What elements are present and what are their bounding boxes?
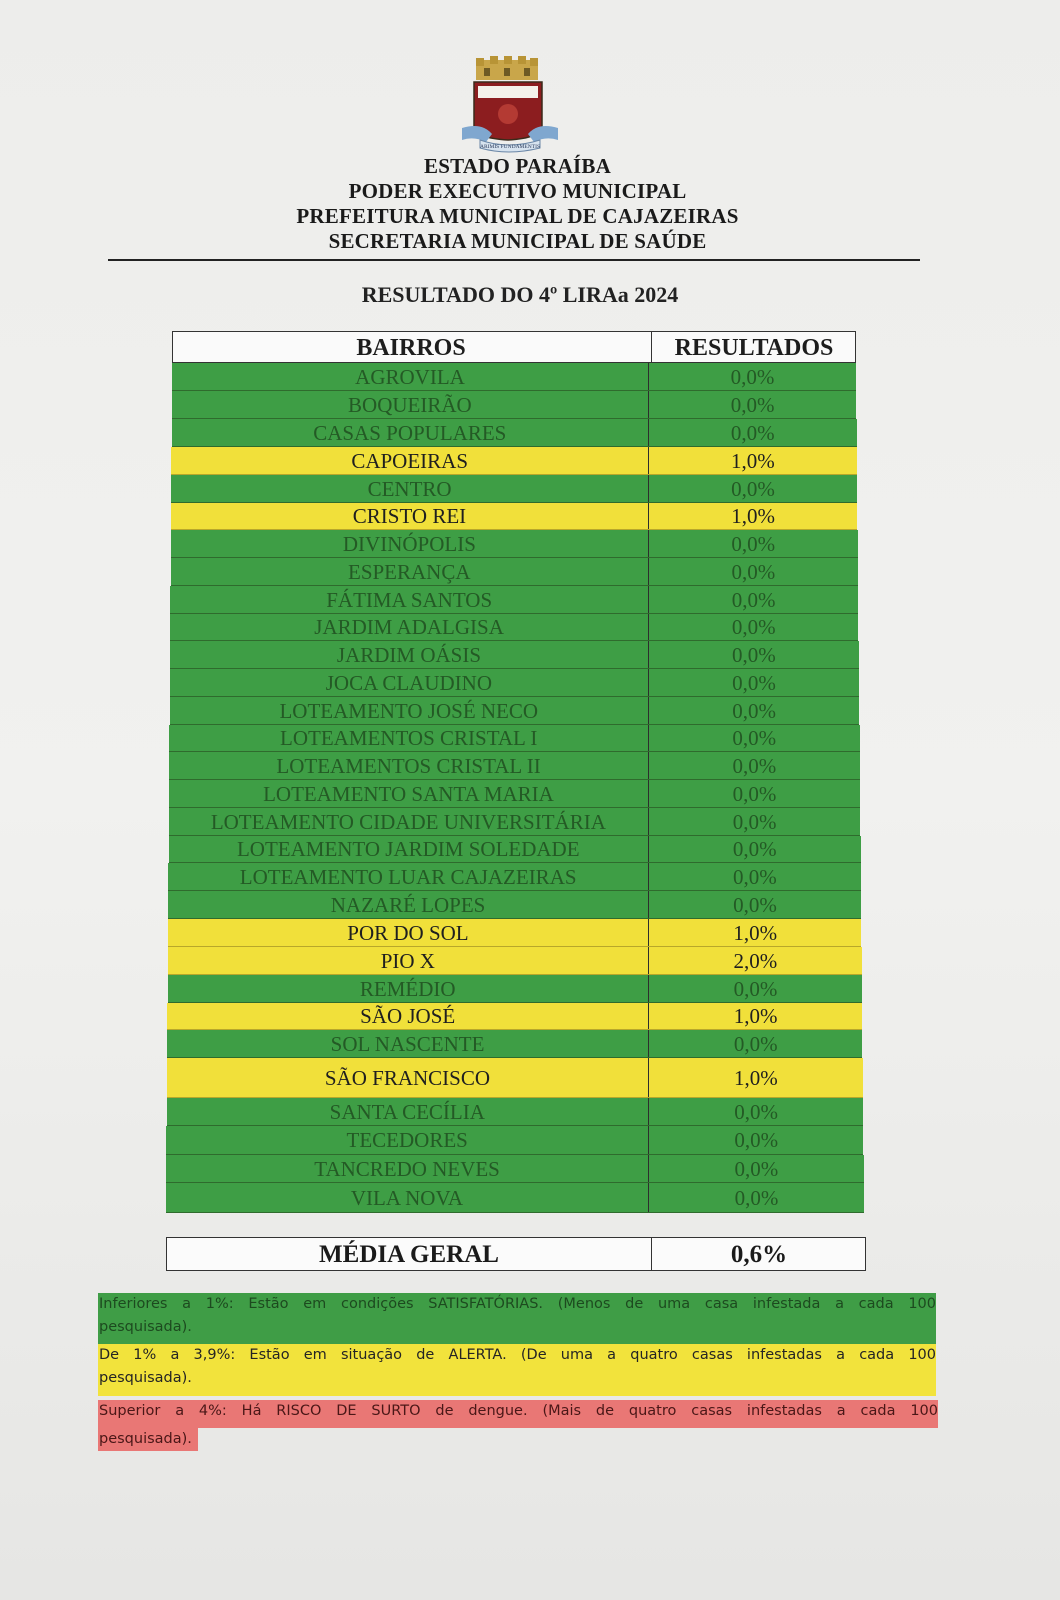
row-resultado: 0,0% (648, 808, 860, 835)
row-resultado: 0,0% (648, 975, 862, 1002)
header-divider (108, 259, 920, 261)
row-bairro: TANCREDO NEVES (314, 1157, 500, 1181)
average-label: MÉDIA GERAL (319, 1241, 499, 1268)
column-header-resultados: RESULTADOS (651, 332, 856, 362)
table-row (167, 1003, 862, 1030)
table-row (166, 1155, 864, 1183)
table-row (170, 697, 860, 725)
row-bairro: TECEDORES (346, 1128, 468, 1152)
table-row (172, 363, 856, 391)
row-resultado: 0,0% (648, 697, 859, 724)
row-resultado: 0,0% (648, 391, 856, 418)
row-resultado: 0,0% (648, 475, 857, 502)
row-resultado: 0,0% (648, 419, 857, 446)
document-title: RESULTADO DO 4º LIRAa 2024 (361, 282, 679, 307)
table-row (170, 586, 858, 614)
row-bairro: CENTRO (367, 477, 452, 501)
table-header (172, 331, 856, 363)
row-bairro: NAZARÉ LOPES (330, 893, 486, 917)
row-resultado: 0,0% (648, 725, 860, 751)
average-row (166, 1237, 866, 1271)
table-row (169, 752, 860, 780)
legend-satisfactory-line2: pesquisada). (99, 1319, 192, 1335)
row-bairro: FÁTIMA SANTOS (326, 588, 493, 612)
row-resultado: 0,0% (648, 641, 859, 668)
row-bairro: AGROVILA (355, 365, 465, 389)
table-row (168, 947, 862, 975)
row-bairro: POR DO SOL (347, 921, 469, 945)
row-bairro: SÃO FRANCISCO (324, 1066, 491, 1090)
table-row (168, 975, 862, 1003)
table-row (170, 669, 859, 697)
row-bairro: BOQUEIRÃO (348, 393, 472, 417)
legend-alert (98, 1344, 936, 1396)
legend-alert-line1: De 1% a 3,9%: Estão em situação de ALERTA. (De uma a quatro casas infestadas a cada 100 (99, 1347, 936, 1363)
row-resultado: 0,0% (648, 1030, 863, 1057)
table-row (168, 891, 861, 919)
row-resultado: 0,0% (648, 530, 858, 557)
table-row (167, 1058, 863, 1098)
row-bairro: CRISTO REI (352, 504, 467, 528)
row-resultado: 0,0% (648, 1098, 863, 1125)
row-bairro: LOTEAMENTO SANTA MARIA (263, 782, 554, 806)
row-resultado: 0,0% (648, 669, 859, 696)
row-bairro: JARDIM ADALGISA (314, 615, 504, 639)
table-row (166, 1183, 864, 1213)
row-resultado: 0,0% (648, 836, 861, 862)
table-row (167, 1030, 862, 1058)
row-bairro: LOTEAMENTO LUAR CAJAZEIRAS (239, 865, 577, 889)
table-row (171, 558, 858, 586)
table-row (167, 1098, 864, 1126)
table-row (170, 641, 859, 669)
row-bairro: LOTEAMENTOS CRISTAL II (276, 754, 541, 778)
row-resultado: 0,0% (648, 614, 858, 640)
row-resultado: 0,0% (648, 363, 856, 390)
row-resultado: 0,0% (648, 1126, 863, 1154)
average-value: 0,6% (651, 1238, 866, 1270)
row-resultado: 1,0% (648, 503, 857, 529)
row-bairro: SANTA CECÍLIA (329, 1100, 485, 1124)
row-bairro: REMÉDIO (359, 977, 456, 1001)
table-row (171, 530, 858, 558)
row-resultado: 0,0% (648, 780, 860, 807)
row-bairro: LOTEAMENTO JARDIM SOLEDADE (236, 837, 580, 861)
legend-outbreak-line2: pesquisada). (99, 1431, 192, 1447)
table-row (170, 614, 858, 641)
row-resultado: 1,0% (648, 1003, 862, 1029)
row-bairro: LOTEAMENTO CIDADE UNIVERSITÁRIA (210, 810, 606, 834)
row-resultado: 0,0% (648, 891, 861, 918)
municipal-coat-of-arms-icon (462, 56, 558, 156)
row-bairro: DIVINÓPOLIS (342, 532, 476, 556)
row-resultado: 1,0% (648, 447, 857, 474)
header-prefecture: PREFEITURA MUNICIPAL DE CAJAZEIRAS (296, 204, 739, 228)
row-bairro: CASAS POPULARES (313, 421, 507, 445)
legend-satisfactory-line1: Inferiores a 1%: Estão em condições SATISFATÓRIAS. (Menos de uma casa infestada a cada 100 (99, 1296, 936, 1312)
row-resultado: 1,0% (648, 919, 861, 946)
header-power: PODER EXECUTIVO MUNICIPAL (348, 179, 687, 203)
table-row (169, 725, 859, 752)
row-resultado: 0,0% (648, 1183, 864, 1212)
row-resultado: 0,0% (648, 752, 860, 779)
row-bairro: CAPOEIRAS (351, 449, 469, 473)
table-row (171, 503, 857, 530)
table-row (169, 780, 860, 808)
crest-motto: ARIMIS FUNDAMENTIS (479, 144, 541, 150)
row-bairro: PIO X (380, 949, 435, 973)
header-state: ESTADO PARAÍBA (424, 154, 611, 178)
legend-satisfactory (98, 1293, 936, 1344)
table-row (172, 419, 857, 447)
row-bairro: LOTEAMENTOS CRISTAL I (280, 726, 538, 750)
table-row (171, 475, 857, 503)
table-row (168, 919, 861, 947)
legend-outbreak-line1: Superior a 4%: Há RISCO DE SURTO de dengue. (Mais de quatro casas infestadas a cada 100 (99, 1403, 938, 1419)
column-header-bairros: BAIRROS (356, 335, 466, 361)
legend-alert-line2: pesquisada). (99, 1370, 192, 1386)
table-row (168, 863, 861, 891)
table-row (169, 836, 861, 863)
row-bairro: JOCA CLAUDINO (325, 671, 492, 695)
row-resultado: 0,0% (648, 863, 861, 890)
table-row (171, 447, 856, 475)
row-bairro: ESPERANÇA (348, 560, 471, 584)
row-resultado: 0,0% (648, 558, 858, 585)
legend-outbreak-risk (98, 1400, 938, 1428)
row-bairro: SOL NASCENTE (330, 1032, 485, 1056)
table-row (166, 1126, 863, 1155)
row-bairro: SÃO JOSÉ (360, 1004, 456, 1028)
row-bairro: VILA NOVA (350, 1186, 464, 1210)
row-resultado: 0,0% (648, 586, 858, 613)
row-resultado: 2,0% (648, 947, 862, 974)
table-row (172, 391, 856, 419)
table-row (169, 808, 861, 836)
header-secretariat: SECRETARIA MUNICIPAL DE SAÚDE (328, 229, 707, 253)
row-resultado: 0,0% (648, 1155, 864, 1182)
row-bairro: LOTEAMENTO JOSÉ NECO (279, 699, 539, 723)
legend-outbreak-risk-end (98, 1428, 198, 1451)
row-bairro: JARDIM OÁSIS (336, 643, 482, 667)
row-resultado: 1,0% (648, 1058, 863, 1097)
